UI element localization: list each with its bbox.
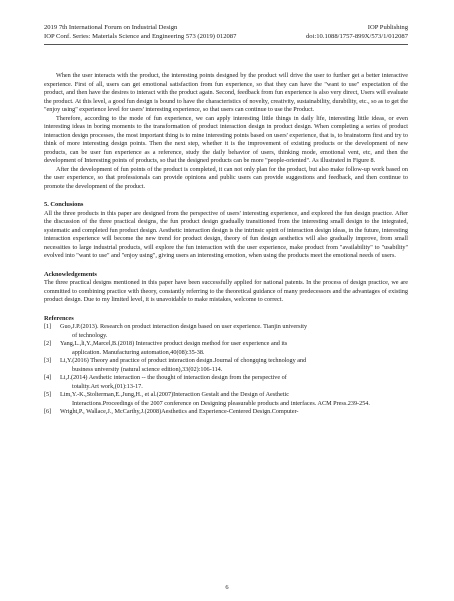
conclusions-text: All the three products in this paper are designed from the perspective of users' interesting experience, and explored the fun design practice. After the discussion of the three practical designs, the fun product design gradually transitioned from the interesting small design to the integrated, systematic and completed fun product design. Aesthetic interaction design is the intrinsic spirit of interaction design ideas, in the future, interesting interaction experience will become the new trend for product design, theory of fun design aesthetics will also gradually improve, from small necessities to large industrial products, will explore the fun interaction with the user experience, make product from "availability" to "usability" evolved into "want to use" and "enjoy using", giving users an interesting emotion, when using the products meet the emotional needs of users.	[44, 209, 408, 259]
body-text	[44, 72, 408, 417]
reference-text-cont: of technology.	[72, 331, 108, 339]
paragraph-2: Therefore, according to the mode of fun experience, we can apply interesting little things in daily life, interesting little ideas, or even interesting ideas in boring moments to the transformation of product interaction design in product design. When completing a series of product interaction design processes, the most important thing is to mine interesting points based on users' experience, that is, to brainstorm first and try to think of more interesting design points. Then the next step, whether it is the improvement of existing products or the development of new products, can be user fun experience as a reference, study the daily behavior of users, thinking mode, emotional vent, etc, and then the development of Interesting points of products, so that the designed products can be more "people-oriented". As illustrated in Figure 8.	[44, 114, 408, 164]
publisher-name: IOP Publishing	[367, 24, 408, 31]
reference-number: [1]	[44, 323, 52, 330]
series-citation: IOP Conf. Series: Materials Science and Engineering 573 (2019) 012087	[44, 33, 237, 40]
reference-number: [5]	[44, 391, 52, 398]
running-header-top	[44, 24, 408, 32]
reference-item	[44, 340, 408, 357]
page-number: 6	[225, 584, 229, 591]
header-rule	[44, 44, 408, 45]
reference-number: [3]	[44, 357, 52, 364]
reference-number: [4]	[44, 374, 52, 381]
paragraph-3: After the development of fun points of the product is completed, it can not only plan for the product, but also make follow-up work based on the user experience, so that professionals can provide opinions and public users can provide suggestions and feedback, and then continue to promote the development of the product.	[44, 165, 408, 190]
reference-number: [2]	[44, 340, 52, 347]
references-heading: References	[44, 314, 74, 322]
reference-number: [6]	[44, 408, 52, 415]
acknowledgements-heading: Acknowledgements	[44, 270, 97, 278]
reference-text: Li,J.(2014) Aesthetic interaction -- the thought of interaction design from the perspective of	[60, 374, 287, 381]
reference-text: Guo,J.P.(2013). Research on product interaction design based on user experience. Tianjin university	[60, 323, 308, 330]
reference-text-cont: business university (natural science edition),33(02):106-114.	[72, 365, 223, 373]
reference-text-cont: application. Manufacturing automation,40(08):35-38.	[72, 348, 205, 356]
reference-item	[44, 357, 408, 374]
reference-text: Yang,L.,li,Y.,Marcel,B.(2018) Interactive product design method for user experience and its	[60, 340, 288, 347]
doi-text: doi:10.1088/1757-899X/573/1/012087	[305, 33, 408, 40]
reference-item	[44, 408, 408, 417]
reference-text-cont: Interactions.Proceedings of the 2007 conference on Designing pleasurable products and interfaces. ACM Press.239-254.	[72, 399, 370, 407]
reference-text: Wright,P., Wallace,J., McCarthy,J.(2008)Aesthetics and Experience-Centered Design.Computer-	[60, 408, 299, 415]
reference-item	[44, 391, 408, 408]
reference-text: Li,Y.(2016) Theory and practice of product interaction design.Journal of chongqing technology and	[60, 357, 307, 364]
reference-item	[44, 323, 408, 340]
conclusions-heading: 5. Conclusions	[44, 201, 84, 208]
reference-text-cont: totality.Art work,(01):13-17.	[72, 382, 143, 390]
paragraph-1: When the user interacts with the product, the interesting points designed by the product will drive the user to further get a better interactive experience. First of all, users can get emotional satisfaction from fun experience, so that they can have the "want to use" expectation of the product, and then have the desires to interact with the product again. Second, feedback from fun experience is also very direct, Users will evaluate the product. At this level, a good fun design is bound to have the characteristics of novelty, creativity, sustainability, durability, etc., so as to get the "enjoy using" experience level for users' interesting experience, so that users can continue to use the Product.	[44, 72, 408, 113]
running-header-bottom	[44, 33, 408, 41]
reference-text: Lim,Y.-K.,Stolterman,E.,Jung,H., et al.(2007)Interaction Gestalt and the Design of Aesthetic	[60, 391, 289, 398]
conference-name: 2019 7th International Forum on Industrial Design	[44, 24, 178, 31]
acknowledgements-text: The three practical designs mentioned in this paper have been successfully applied for national patents. In the process of design practice, we are committed to combining practice with theory, constantly referring to the theoretical guidance of many predecessors and the advantages of existing product design. Due to my limited level, it is unavoidable to make mistakes, welcome to correct.	[44, 279, 408, 303]
reference-item	[44, 374, 408, 391]
